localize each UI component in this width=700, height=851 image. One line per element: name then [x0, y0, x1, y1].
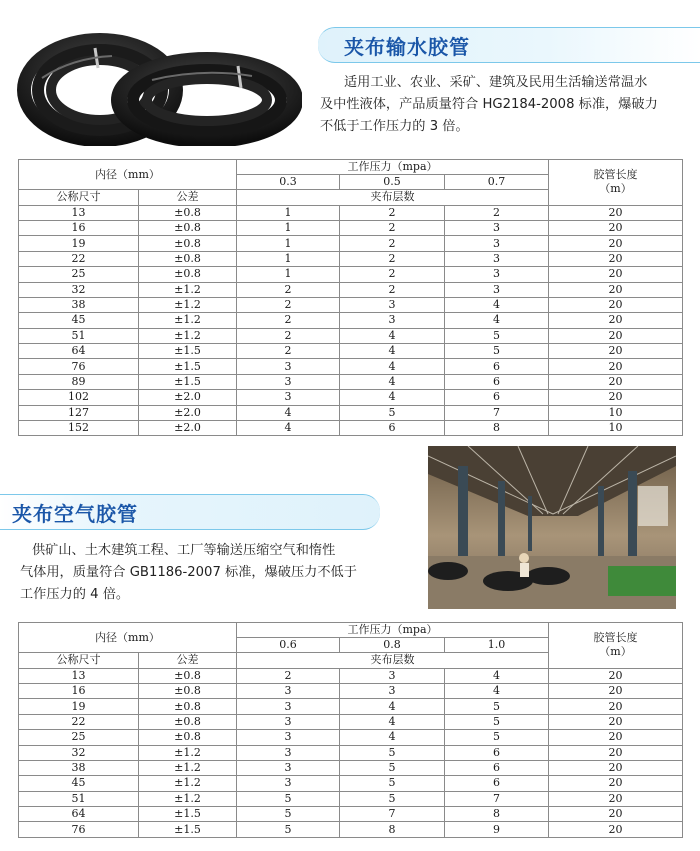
hose-length-header — [549, 623, 683, 669]
layers-cell: 2 — [237, 282, 340, 297]
section1-title-banner — [318, 27, 700, 63]
nominal-size-header: 公称尺寸 — [19, 653, 139, 668]
layers-cell: 2 — [340, 251, 445, 266]
table-row — [19, 390, 683, 405]
table-row — [19, 405, 683, 420]
nominal-size-cell: 38 — [19, 760, 139, 775]
tolerance-cell: ±0.8 — [139, 668, 237, 683]
nominal-size-cell: 16 — [19, 683, 139, 698]
layers-cell: 5 — [445, 730, 549, 745]
table-row — [19, 251, 683, 266]
nominal-size-cell: 152 — [19, 421, 139, 436]
nominal-size-cell: 76 — [19, 822, 139, 837]
tolerance-cell: ±0.8 — [139, 236, 237, 251]
nominal-size-cell: 51 — [19, 328, 139, 343]
layers-cell: 4 — [237, 421, 340, 436]
layers-cell: 2 — [340, 220, 445, 235]
layers-cell: 2 — [340, 205, 445, 220]
tolerance-cell: ±1.5 — [139, 344, 237, 359]
layers-cell: 4 — [340, 714, 445, 729]
factory-workshop-photo — [428, 446, 676, 609]
pressure-value: 0.3 — [237, 175, 340, 190]
layers-cell: 2 — [340, 282, 445, 297]
tolerance-cell: ±1.2 — [139, 776, 237, 791]
nominal-size-cell: 13 — [19, 205, 139, 220]
layers-cell: 3 — [445, 267, 549, 282]
layers-cell: 9 — [445, 822, 549, 837]
hose-length-cell: 20 — [549, 822, 683, 837]
nominal-size-cell: 32 — [19, 745, 139, 760]
table-row — [19, 699, 683, 714]
hose-length-cell: 20 — [549, 236, 683, 251]
layers-cell: 3 — [237, 730, 340, 745]
layers-cell: 4 — [445, 297, 549, 312]
layers-cell: 3 — [445, 220, 549, 235]
layers-cell: 6 — [445, 776, 549, 791]
layers-cell: 6 — [445, 359, 549, 374]
layers-cell: 4 — [445, 668, 549, 683]
layers-cell: 4 — [340, 344, 445, 359]
nominal-size-cell: 22 — [19, 251, 139, 266]
layers-cell: 2 — [237, 668, 340, 683]
nominal-size-cell: 25 — [19, 730, 139, 745]
table-row — [19, 236, 683, 251]
layers-header: 夹布层数 — [237, 190, 549, 205]
tolerance-cell: ±2.0 — [139, 390, 237, 405]
layers-cell: 3 — [340, 313, 445, 328]
tolerance-cell: ±0.8 — [139, 220, 237, 235]
tolerance-cell: ±0.8 — [139, 205, 237, 220]
layers-cell: 4 — [340, 359, 445, 374]
table-row — [19, 359, 683, 374]
hose-length-cell: 20 — [549, 251, 683, 266]
tolerance-cell: ±1.5 — [139, 822, 237, 837]
hose-length-cell: 20 — [549, 668, 683, 683]
table-row — [19, 220, 683, 235]
layers-cell: 3 — [237, 374, 340, 389]
nominal-size-cell: 13 — [19, 668, 139, 683]
nominal-size-cell: 19 — [19, 236, 139, 251]
nominal-size-cell: 25 — [19, 267, 139, 282]
layers-cell: 5 — [340, 776, 445, 791]
nominal-size-cell: 38 — [19, 297, 139, 312]
layers-cell: 2 — [237, 328, 340, 343]
layers-cell: 6 — [445, 390, 549, 405]
section2-desc-line: 供矿山、土木建筑工程、工厂等输送压缩空气和惰性 — [32, 543, 336, 558]
section2-title-banner — [0, 494, 380, 530]
pressure-value: 0.8 — [340, 638, 445, 653]
hose-length-label: 胶管长度 — [593, 631, 638, 645]
pressure-value: 1.0 — [445, 638, 549, 653]
layers-cell: 3 — [237, 745, 340, 760]
tolerance-cell: ±1.2 — [139, 791, 237, 806]
hose-length-cell: 20 — [549, 344, 683, 359]
layers-cell: 3 — [340, 683, 445, 698]
hose-length-cell: 20 — [549, 374, 683, 389]
working-pressure-header: 工作压力（mpa） — [237, 623, 549, 638]
hose-length-cell: 20 — [549, 359, 683, 374]
hose-length-cell: 20 — [549, 328, 683, 343]
tolerance-header: 公差 — [139, 190, 237, 205]
hose-length-cell: 20 — [549, 297, 683, 312]
hose-length-cell: 20 — [549, 205, 683, 220]
layers-cell: 2 — [237, 297, 340, 312]
layers-cell: 1 — [237, 267, 340, 282]
layers-cell: 1 — [237, 205, 340, 220]
inner-diameter-header: 内径（mm） — [19, 623, 237, 653]
tolerance-cell: ±1.2 — [139, 282, 237, 297]
table-row — [19, 297, 683, 312]
tolerance-cell: ±1.5 — [139, 359, 237, 374]
hose-length-unit: （m） — [599, 182, 632, 196]
nominal-size-cell: 19 — [19, 699, 139, 714]
layers-cell: 5 — [237, 822, 340, 837]
tolerance-cell: ±0.8 — [139, 699, 237, 714]
table-row — [19, 328, 683, 343]
tolerance-cell: ±1.2 — [139, 745, 237, 760]
tolerance-cell: ±1.2 — [139, 313, 237, 328]
hose-length-cell: 10 — [549, 405, 683, 420]
section2-desc-line: 工作压力的 4 倍。 — [20, 587, 130, 602]
layers-cell: 2 — [445, 205, 549, 220]
hose-length-cell: 20 — [549, 267, 683, 282]
layers-cell: 3 — [237, 390, 340, 405]
layers-cell: 2 — [237, 313, 340, 328]
tolerance-cell: ±1.5 — [139, 807, 237, 822]
layers-cell: 4 — [340, 328, 445, 343]
nominal-size-cell: 32 — [19, 282, 139, 297]
table-row — [19, 205, 683, 220]
hose-length-cell: 20 — [549, 745, 683, 760]
hose-coils-photo — [12, 18, 302, 146]
hose-length-cell: 20 — [549, 791, 683, 806]
hose-length-label: 胶管长度 — [593, 168, 638, 182]
hose-length-cell: 20 — [549, 760, 683, 775]
table-row — [19, 282, 683, 297]
table-row — [19, 776, 683, 791]
section1-description — [320, 72, 692, 138]
layers-cell: 5 — [340, 791, 445, 806]
table-row — [19, 760, 683, 775]
layers-cell: 4 — [445, 683, 549, 698]
layers-cell: 3 — [237, 359, 340, 374]
tolerance-header: 公差 — [139, 653, 237, 668]
layers-cell: 3 — [340, 668, 445, 683]
table-row — [19, 822, 683, 837]
layers-cell: 5 — [445, 344, 549, 359]
layers-cell: 3 — [445, 236, 549, 251]
tolerance-cell: ±2.0 — [139, 405, 237, 420]
layers-cell: 6 — [340, 421, 445, 436]
layers-cell: 6 — [445, 760, 549, 775]
tolerance-cell: ±1.2 — [139, 297, 237, 312]
table-row — [19, 421, 683, 436]
tolerance-cell: ±0.8 — [139, 683, 237, 698]
tolerance-cell: ±2.0 — [139, 421, 237, 436]
layers-cell: 5 — [237, 791, 340, 806]
layers-cell: 5 — [445, 714, 549, 729]
layers-cell: 3 — [445, 282, 549, 297]
hose-length-cell: 20 — [549, 313, 683, 328]
tolerance-cell: ±1.2 — [139, 760, 237, 775]
hose-length-cell: 10 — [549, 421, 683, 436]
layers-cell: 1 — [237, 220, 340, 235]
tolerance-cell: ±0.8 — [139, 730, 237, 745]
hose-length-cell: 20 — [549, 714, 683, 729]
layers-cell: 4 — [340, 730, 445, 745]
layers-cell: 2 — [237, 344, 340, 359]
section2-description — [20, 540, 420, 606]
hose-length-cell: 20 — [549, 807, 683, 822]
layers-cell: 4 — [445, 313, 549, 328]
table-row — [19, 267, 683, 282]
tolerance-cell: ±1.2 — [139, 328, 237, 343]
layers-cell: 2 — [340, 267, 445, 282]
section1-desc-line: 及中性液体，产品质量符合 HG2184-2008 标准，爆破力 — [320, 97, 658, 112]
nominal-size-cell: 45 — [19, 313, 139, 328]
section1-desc-line: 适用工业、农业、采矿、建筑及民用生活输送常温水 — [344, 75, 648, 90]
nominal-size-cell: 51 — [19, 791, 139, 806]
tolerance-cell: ±0.8 — [139, 251, 237, 266]
water-hose-spec-table — [18, 159, 683, 436]
nominal-size-cell: 102 — [19, 390, 139, 405]
section2-title: 夹布空气胶管 — [12, 502, 138, 526]
hose-length-cell: 20 — [549, 699, 683, 714]
layers-cell: 6 — [445, 374, 549, 389]
layers-cell: 6 — [445, 745, 549, 760]
layers-cell: 4 — [340, 374, 445, 389]
layers-cell: 4 — [237, 405, 340, 420]
layers-cell: 3 — [340, 297, 445, 312]
layers-cell: 5 — [340, 745, 445, 760]
layers-cell: 7 — [445, 791, 549, 806]
layers-cell: 3 — [237, 699, 340, 714]
nominal-size-header: 公称尺寸 — [19, 190, 139, 205]
layers-cell: 1 — [237, 251, 340, 266]
layers-cell: 8 — [445, 421, 549, 436]
layers-cell: 1 — [237, 236, 340, 251]
tolerance-cell: ±0.8 — [139, 267, 237, 282]
nominal-size-cell: 45 — [19, 776, 139, 791]
layers-cell: 5 — [237, 807, 340, 822]
nominal-size-cell: 76 — [19, 359, 139, 374]
pressure-value: 0.7 — [445, 175, 549, 190]
layers-cell: 8 — [340, 822, 445, 837]
layers-cell: 8 — [445, 807, 549, 822]
table-row — [19, 313, 683, 328]
table-row — [19, 683, 683, 698]
table-row — [19, 745, 683, 760]
pressure-value: 0.6 — [237, 638, 340, 653]
nominal-size-cell: 64 — [19, 344, 139, 359]
nominal-size-cell: 89 — [19, 374, 139, 389]
layers-cell: 4 — [340, 390, 445, 405]
hose-length-cell: 20 — [549, 776, 683, 791]
table-row — [19, 374, 683, 389]
hose-length-cell: 20 — [549, 730, 683, 745]
layers-cell: 5 — [445, 328, 549, 343]
hose-length-cell: 20 — [549, 683, 683, 698]
layers-cell: 3 — [237, 776, 340, 791]
layers-cell: 5 — [445, 699, 549, 714]
table-row — [19, 730, 683, 745]
nominal-size-cell: 16 — [19, 220, 139, 235]
hose-length-cell: 20 — [549, 282, 683, 297]
layers-cell: 7 — [340, 807, 445, 822]
working-pressure-header: 工作压力（mpa） — [237, 160, 549, 175]
nominal-size-cell: 22 — [19, 714, 139, 729]
layers-cell: 3 — [237, 714, 340, 729]
section2-desc-line: 气体用，质量符合 GB1186-2007 标准，爆破压力不低于 — [20, 565, 357, 580]
table-row — [19, 807, 683, 822]
tolerance-cell: ±0.8 — [139, 714, 237, 729]
tolerance-cell: ±1.5 — [139, 374, 237, 389]
hose-length-cell: 20 — [549, 390, 683, 405]
pressure-value: 0.5 — [340, 175, 445, 190]
hose-length-unit: （m） — [599, 645, 632, 659]
layers-cell: 2 — [340, 236, 445, 251]
inner-diameter-header: 内径（mm） — [19, 160, 237, 190]
layers-cell: 5 — [340, 405, 445, 420]
layers-cell: 4 — [340, 699, 445, 714]
air-hose-spec-table — [18, 622, 683, 838]
layers-cell: 5 — [340, 760, 445, 775]
layers-header: 夹布层数 — [237, 653, 549, 668]
table-row — [19, 668, 683, 683]
section1-title: 夹布输水胶管 — [344, 35, 470, 59]
table-row — [19, 714, 683, 729]
hose-length-cell: 20 — [549, 220, 683, 235]
table-row — [19, 791, 683, 806]
nominal-size-cell: 127 — [19, 405, 139, 420]
layers-cell: 3 — [237, 760, 340, 775]
hose-length-header — [549, 160, 683, 206]
layers-cell: 7 — [445, 405, 549, 420]
section1-desc-line: 不低于工作压力的 3 倍。 — [320, 119, 469, 134]
nominal-size-cell: 64 — [19, 807, 139, 822]
layers-cell: 3 — [445, 251, 549, 266]
table-row — [19, 344, 683, 359]
layers-cell: 3 — [237, 683, 340, 698]
